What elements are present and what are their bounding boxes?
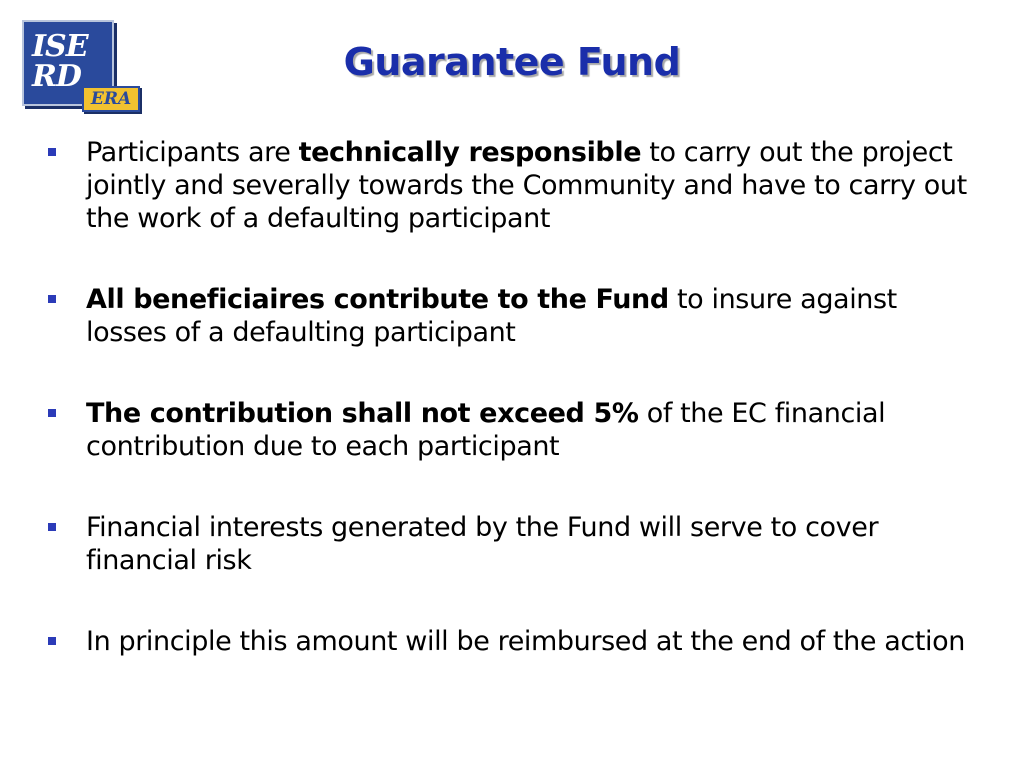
bullet-lead-text: In principle this amount will be reimbursed at the end of the action: [86, 626, 965, 657]
bullet-bold-text: All beneficiaires contribute to the Fund: [86, 284, 669, 315]
bullet-text: [86, 398, 885, 462]
bullet-text: [86, 626, 965, 657]
bullet-item: [48, 136, 978, 235]
bullet-bold-mid-text: technically responsible: [298, 137, 642, 168]
logo-line-1: ISE: [32, 29, 88, 64]
square-bullet-icon: [48, 148, 56, 156]
iserd-era-logo: [20, 18, 142, 116]
bullet-rest-text: of the EC financial contribution due to each participant: [86, 398, 886, 462]
logo-era-badge: ERA: [82, 86, 140, 112]
logo-line-2: RD: [32, 59, 81, 94]
bullet-rest-text: to insure against losses of a defaulting participant: [86, 284, 897, 348]
bullet-item: [48, 283, 978, 349]
bullet-text: [86, 284, 897, 348]
square-bullet-icon: [48, 409, 56, 417]
bullet-bold-text: The contribution shall not exceed 5%: [86, 398, 639, 429]
square-bullet-icon: [48, 295, 56, 303]
square-bullet-icon: [48, 637, 56, 645]
bullet-item: [48, 625, 978, 658]
bullet-text: [86, 512, 878, 576]
bullet-text: [86, 137, 967, 234]
slide-title: Guarantee Fund: [343, 40, 681, 84]
bullet-lead-text: Financial interests generated by the Fund will serve to cover financial risk: [86, 512, 879, 576]
bullet-lead-text: Participants are: [86, 137, 299, 168]
bullet-item: [48, 511, 978, 577]
bullet-item: [48, 397, 978, 463]
bullet-rest-text: to carry out the project jointly and severally towards the Community and have to carry out the work of a defaulting participant: [86, 137, 967, 234]
bullet-list: [48, 136, 978, 706]
square-bullet-icon: [48, 523, 56, 531]
